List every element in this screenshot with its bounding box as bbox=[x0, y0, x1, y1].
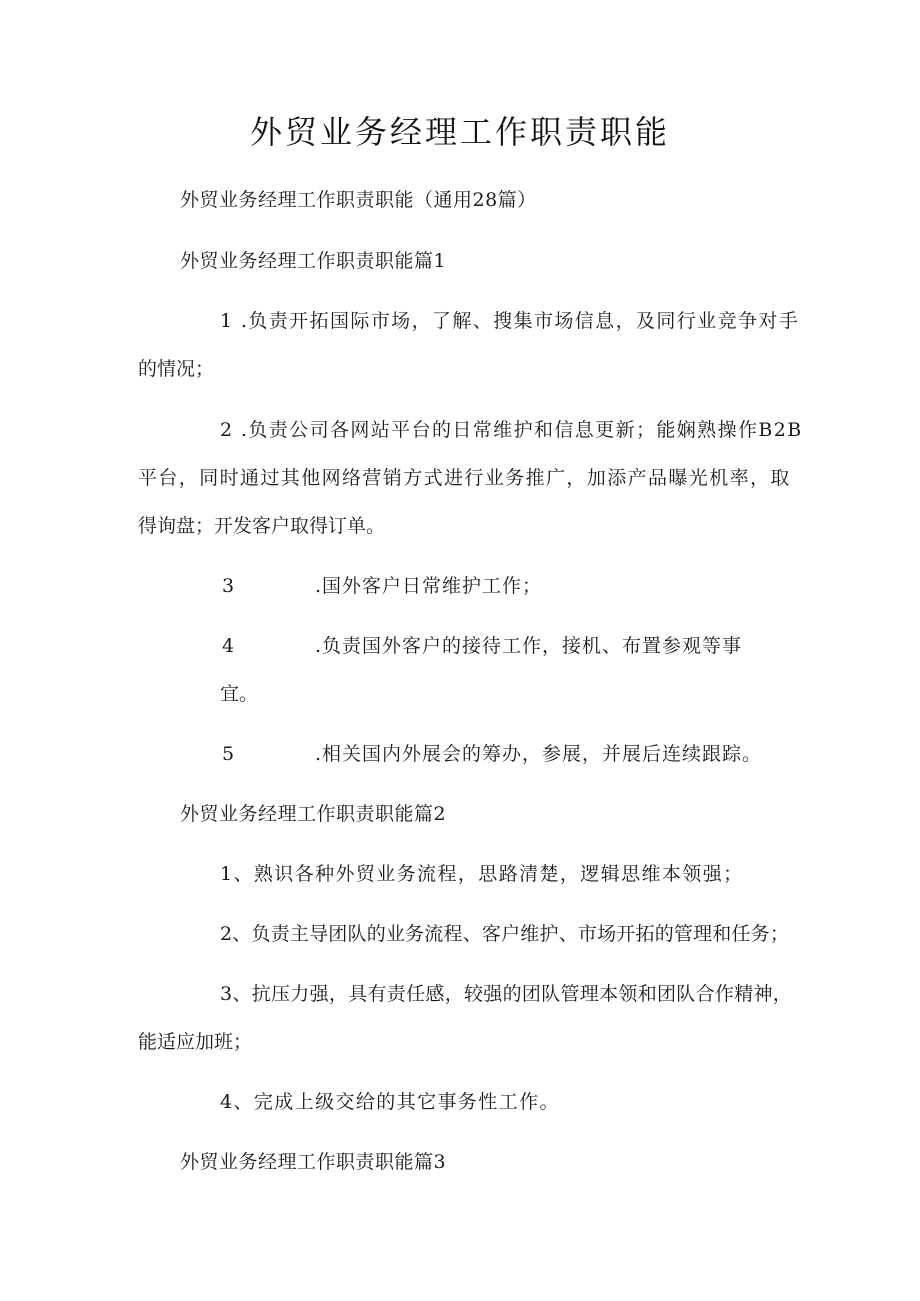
paragraph-line: 平台，同时通过其他网络营销方式进行业务推广，加添产品曝光机率，取 bbox=[138, 467, 791, 489]
paragraph-line: 能适应加班； bbox=[138, 1031, 253, 1053]
list-item-text: .国外客户日常维护工作； bbox=[315, 575, 543, 597]
paragraph-line: 3、抗压力强，具有责任感，较强的团队管理本领和团队合作精神， bbox=[220, 983, 793, 1005]
document-subtitle: 外贸业务经理工作职责职能（通用28篇） bbox=[180, 189, 537, 211]
list-number: 5 bbox=[222, 743, 235, 765]
paragraph-line: 1 .负责开拓国际市场，了解、搜集市场信息，及同行业竞争对手 bbox=[220, 310, 800, 332]
list-number: 3 bbox=[222, 575, 235, 597]
paragraph-line: 2、负责主导团队的业务流程、客户维护、市场开拓的管理和任务； bbox=[220, 923, 790, 945]
paragraph-line: 1、熟识各种外贸业务流程，思路清楚，逻辑思维本领强； bbox=[220, 863, 744, 885]
paragraph-line: 的情况； bbox=[138, 358, 215, 380]
paragraph-line: 4、完成上级交给的其它事务性工作。 bbox=[220, 1091, 560, 1113]
paragraph-line: 宜。 bbox=[220, 683, 259, 705]
paragraph-line: 得询盘；开发客户取得订单。 bbox=[138, 515, 386, 537]
section-heading-1: 外贸业务经理工作职责职能篇1 bbox=[180, 250, 447, 272]
section-heading-2: 外贸业务经理工作职责职能篇2 bbox=[180, 803, 447, 825]
list-item-text: .负责国外客户的接待工作，接机、布置参观等事 bbox=[315, 635, 743, 657]
section-heading-3: 外贸业务经理工作职责职能篇3 bbox=[180, 1151, 447, 1173]
document-title: 外贸业务经理工作职责职能 bbox=[249, 113, 670, 151]
list-item-text: .相关国内外展会的筹办，参展，并展后连续跟踪。 bbox=[315, 743, 763, 765]
paragraph-line: 2 .负责公司各网站平台的日常维护和信息更新；能娴熟操作B2B bbox=[220, 419, 803, 441]
list-number: 4 bbox=[222, 635, 235, 657]
